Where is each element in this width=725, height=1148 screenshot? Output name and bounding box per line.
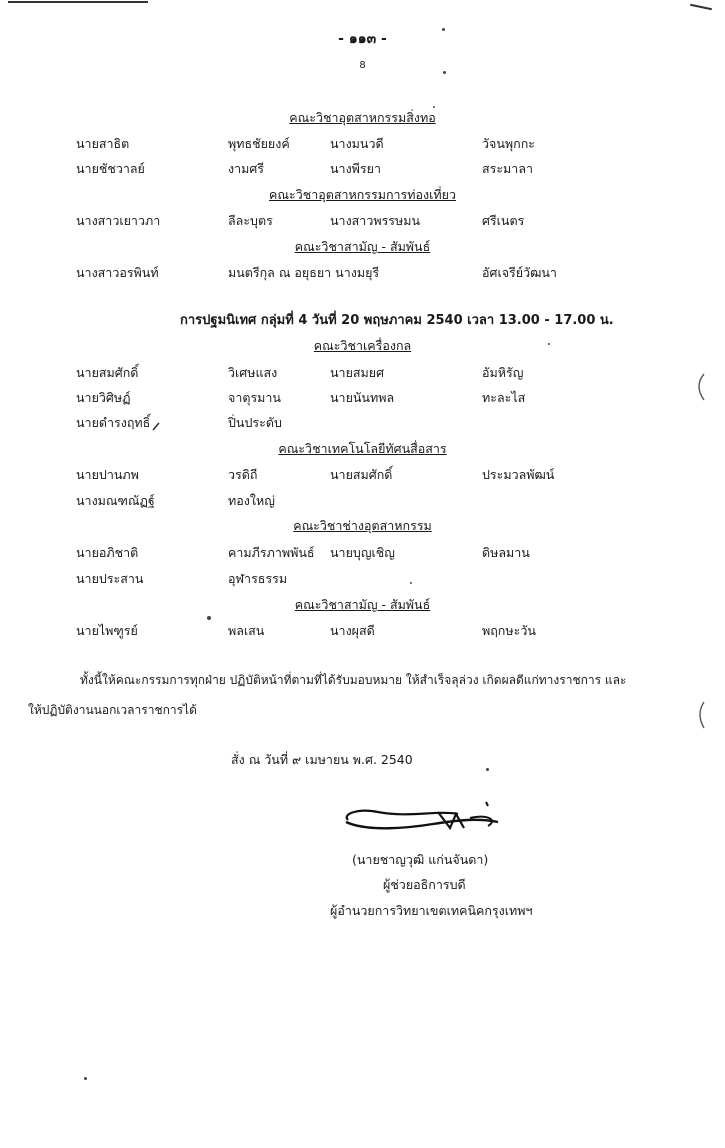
name-last: วิเศษแสง xyxy=(228,365,278,380)
name-last: ปิ่นประดับ xyxy=(228,415,282,430)
name-first: นายบุญเชิญ xyxy=(330,545,395,560)
faculty-heading: คณะวิชาสามัญ - สัมพันธ์ xyxy=(294,239,431,254)
name-first: นายปานภพ xyxy=(76,467,139,482)
scan-edge-line xyxy=(8,1,148,3)
faculty-heading: คณะวิชาช่างอุตสาหกรรม xyxy=(293,518,432,533)
scan-speck xyxy=(410,582,412,584)
session-heading: การปฐมนิเทศ กลุ่มที่ 4 วันที่ 20 พฤษภาคม 2540 เวลา 13.00 - 17.00 น. xyxy=(180,313,614,328)
name-first: นายสมศักดิ์ xyxy=(76,365,139,380)
name-first: นายสมยศ xyxy=(330,365,385,380)
order-date: สั่ง ณ วันที่ ๙ เมษายน พ.ศ. 2540 xyxy=(231,752,413,767)
faculty-heading: คณะวิชาเทคโนโลยีทัศนสื่อสาร xyxy=(278,441,447,456)
name-last: ทะละไส xyxy=(482,390,526,405)
scan-speck xyxy=(207,616,211,620)
name-last: ศรีเนตร xyxy=(482,213,525,228)
margin-bracket-mark xyxy=(690,700,710,730)
name-last: จาตุรมาน xyxy=(228,390,281,405)
sub-page-number: 8 xyxy=(359,60,366,71)
name-last: ลีละบุตร xyxy=(228,213,273,228)
name-last: ประมวลพัฒน์ xyxy=(482,467,555,482)
name-last: อัมหิรัญ xyxy=(482,365,524,380)
faculty-heading: คณะวิชาอุตสาหกรรมสิ่งทอ xyxy=(289,110,436,125)
name-first: นางสาวเยาวภา xyxy=(76,213,161,228)
page-number: - ๑๑๓ - xyxy=(338,31,387,47)
closing-line-2: ให้ปฏิบัติงานนอกเวลาราชการได้ xyxy=(28,703,197,717)
name-first: นางพีรยา xyxy=(330,161,381,176)
name-first: นายชัชวาลย์ xyxy=(76,161,145,176)
signatory-name: (นายชาญวุฒิ แก่นจันดา) xyxy=(352,852,489,867)
scan-speck xyxy=(84,1077,87,1080)
name-first: นางมณฑณัฏฐ์ xyxy=(76,493,155,508)
name-first: นายสมศักดิ์ xyxy=(330,467,393,482)
name-last: วัจนพุกกะ xyxy=(482,136,535,151)
faculty-heading: คณะวิชาเครื่องกล xyxy=(313,338,412,353)
name-first: นายไพฑูรย์ xyxy=(76,623,138,638)
name-last: คามภีรภาพพันธ์ xyxy=(228,545,315,560)
name-last: ดิษลมาน xyxy=(482,545,530,560)
scan-speck xyxy=(433,106,435,108)
name-first: นางผุสดี xyxy=(330,623,375,638)
name-last: งามศรี xyxy=(228,161,265,176)
name-first: นางมนวดี xyxy=(330,136,384,151)
name-last: อัศเจรีย์วัฒนา xyxy=(482,265,557,280)
name-first: นางสาวพรรษมน xyxy=(330,213,421,228)
name-first: นายอภิชาติ xyxy=(76,545,139,560)
signatory-position-1: ผู้ช่วยอธิการบดี xyxy=(383,877,466,892)
name-first: นางสาวอรพินท์ xyxy=(76,265,159,280)
name-last: มนตรีกุล ณ อยุธยา นางมยุรี xyxy=(228,265,380,280)
faculty-heading: คณะวิชาสามัญ - สัมพันธ์ xyxy=(294,597,431,612)
name-last: วรดิถี xyxy=(228,467,258,482)
name-first: นายวิศิษฏ์ xyxy=(76,390,131,405)
name-first: นายสาธิต xyxy=(76,136,130,151)
handwritten-signature xyxy=(338,798,508,840)
scan-speck xyxy=(486,768,489,771)
name-last: พฤกษะวัน xyxy=(482,623,536,638)
scan-tick-mark xyxy=(150,418,166,434)
name-last: อุฬารธรรม xyxy=(228,571,288,586)
signatory-position-2: ผู้อำนวยการวิทยาเขตเทคนิคกรุงเทพฯ xyxy=(330,903,533,918)
name-last: พลเสน xyxy=(228,623,265,638)
name-first: นายประสาน xyxy=(76,571,144,586)
name-last: พุทธชัยยงค์ xyxy=(228,136,290,151)
faculty-heading: คณะวิชาอุตสาหกรรมการท่องเที่ยว xyxy=(269,187,456,202)
name-first: นายดำรงฤทธิ์ xyxy=(76,415,151,430)
name-first: นายนันทพล xyxy=(330,390,395,405)
name-last: สระมาลา xyxy=(482,161,533,176)
name-last: ทองใหญ่ xyxy=(228,493,275,508)
margin-bracket-mark xyxy=(690,372,710,402)
closing-line-1: ทั้งนี้ให้คณะกรรมการทุกฝ่าย ปฏิบัติหน้าที่ตามที่ได้รับมอบหมาย ให้สำเร็จลุล่วง เกิดผลดีแก่ทางราชการ และ xyxy=(80,673,627,687)
scan-edge-mark xyxy=(690,4,712,11)
